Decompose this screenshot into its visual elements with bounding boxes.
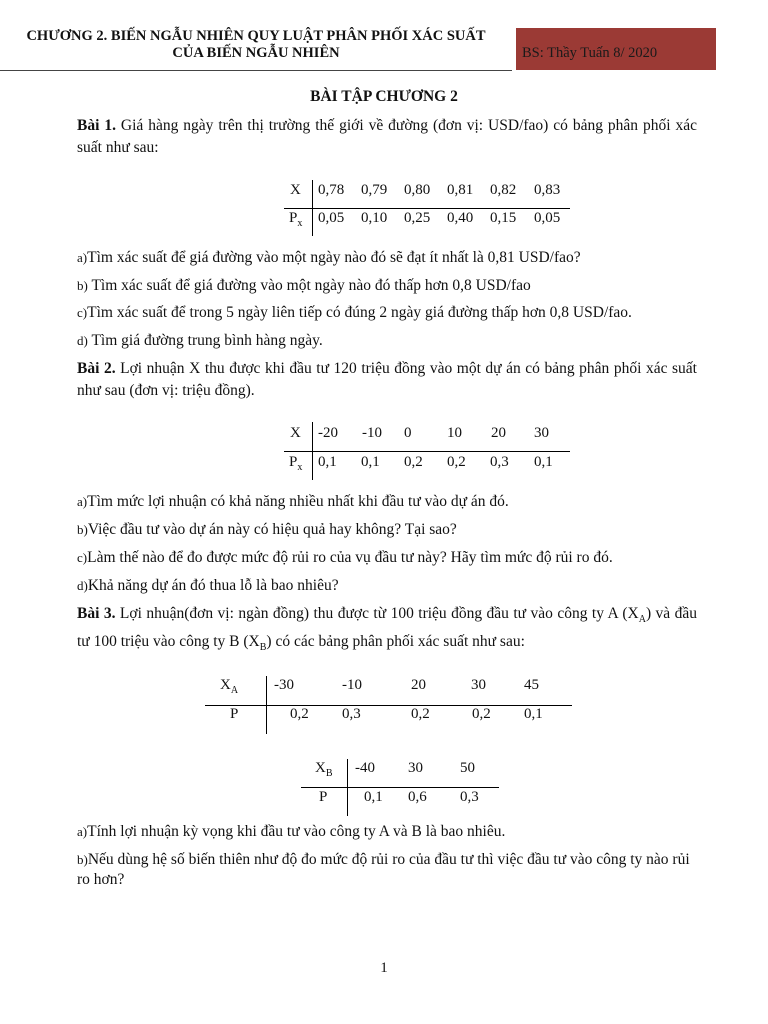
bai1-label: Bài 1.: [77, 117, 116, 134]
bai1-p-2: 0,25: [404, 210, 431, 226]
bai1-x-3: 0,81: [447, 182, 474, 198]
bai2-x-label: X: [290, 425, 301, 441]
chapter-header-line1: CHƯƠNG 2. BIẾN NGẪU NHIÊN QUY LUẬT PHÂN PHỐI XÁC SUẤT: [26, 28, 486, 44]
bai3b-p-0: 0,1: [364, 789, 383, 805]
bai2-p-label: $P_x$: [289, 454, 303, 473]
chapter-header-line2: CỦA BIẾN NGẪU NHIÊN: [172, 45, 340, 61]
bai3a-p-2: 0,2: [411, 706, 430, 722]
bai1-x-2: 0,80: [404, 182, 431, 198]
bai1-question-b: b) Tìm xác suất để giá đường vào một ngày nào đó thấp hơn 0,8 USD/fao: [77, 277, 531, 294]
bai3b-p-label: P: [319, 789, 328, 805]
bai3b-x-2: 50: [460, 760, 475, 776]
bai1-p-3: 0,40: [447, 210, 474, 226]
author-label: BS: Thầy Tuấn 8/ 2020: [522, 45, 658, 61]
bai1-x-1: 0,79: [361, 182, 388, 198]
bai2-question-c: c)Làm thế nào để đo được mức độ rủi ro của vụ đầu tư này? Hãy tìm mức độ rủi ro đó.: [77, 549, 613, 566]
bai3b-x-1: 30: [408, 760, 423, 776]
bai1-p-1: 0,10: [361, 210, 388, 226]
bai2-p-2: 0,2: [404, 454, 423, 470]
bai3a-p-1: 0,3: [342, 706, 361, 722]
bai2-label: Bài 2.: [77, 360, 116, 377]
bai1-question-d: d) Tìm giá đường trung bình hàng ngày.: [77, 332, 323, 349]
bai2-paragraph: [77, 358, 697, 402]
bai1-p-4: 0,15: [490, 210, 517, 226]
header-divider: [0, 70, 512, 71]
bai2-table-hline: [284, 451, 570, 452]
bai3a-table-hline: [205, 705, 572, 706]
bai3b-x-0: -40: [355, 760, 375, 776]
bai2-x-4: 20: [491, 425, 506, 441]
bai2-question-b: b)Việc đầu tư vào dự án này có hiệu quả hay không? Tại sao?: [77, 521, 457, 538]
bai1-table-hline: [284, 208, 570, 209]
bai3-question-a: a)Tính lợi nhuận kỳ vọng khi đầu tư vào công ty A và B là bao nhiêu.: [77, 823, 506, 840]
bai1-p-5: 0,05: [534, 210, 561, 226]
bai3a-x-1: -10: [342, 677, 362, 693]
author-box: [516, 28, 716, 70]
bai3a-x-3: 30: [471, 677, 486, 693]
bai2-question-d: d)Khả năng dự án đó thua lỗ là bao nhiêu?: [77, 577, 339, 594]
bai1-p-0: 0,05: [318, 210, 345, 226]
bai1-x-5: 0,83: [534, 182, 561, 198]
bai1-question-c: c)Tìm xác suất để trong 5 ngày liên tiếp có đúng 2 ngày giá đường thấp hơn 0,8 USD/fao.: [77, 304, 632, 321]
bai3-question-b: b)Nếu dùng hệ số biến thiên như độ đo mức độ rủi ro của đầu tư thì việc đầu tư vào công ty nào rủi ro hơn?: [77, 851, 690, 888]
bai2-x-0: -20: [318, 425, 338, 441]
bai3b-table-hline: [301, 787, 499, 788]
bai2-p-1: 0,1: [361, 454, 380, 470]
bai3b-p-1: 0,6: [408, 789, 427, 805]
bai3-label: Bài 3.: [77, 605, 116, 622]
bai1-question-a: a)Tìm xác suất để giá đường vào một ngày nào đó sẽ đạt ít nhất là 0,81 USD/fao?: [77, 249, 581, 266]
bai3a-x-2: 20: [411, 677, 426, 693]
bai2-x-2: 0: [404, 425, 412, 441]
bai3a-p-3: 0,2: [472, 706, 491, 722]
bai1-p-label: $P_x$: [289, 210, 303, 229]
bai3a-x-0: -30: [274, 677, 294, 693]
bai2-text: Lợi nhuận X thu được khi đầu tư 120 triệu đồng vào một dự án có bảng phân phối xác suất như sau (đơn vị: triệu đồng).: [77, 360, 697, 399]
page-title: BÀI TẬP CHƯƠNG 2: [310, 88, 458, 105]
bai3a-p-0: 0,2: [290, 706, 309, 722]
bai2-question-a: a)Tìm mức lợi nhuận có khả năng nhiều nhất khi đầu tư vào dự án đó.: [77, 493, 509, 510]
bai2-x-3: 10: [447, 425, 462, 441]
page-number: 1: [380, 960, 388, 976]
bai1-text: Giá hàng ngày trên thị trường thế giới về đường (đơn vị: USD/fao) có bảng phân phối xác suất như sau:: [77, 117, 697, 156]
bai3b-x-label: $X_B$: [315, 760, 333, 779]
bai3a-x-4: 45: [524, 677, 539, 693]
bai2-p-0: 0,1: [318, 454, 337, 470]
bai1-paragraph: [77, 115, 697, 159]
bai1-x-4: 0,82: [490, 182, 517, 198]
bai3a-p-4: 0,1: [524, 706, 543, 722]
bai2-x-1: -10: [362, 425, 382, 441]
bai2-p-3: 0,2: [447, 454, 466, 470]
bai3a-p-label: P: [230, 706, 239, 722]
chapter-header: [0, 28, 512, 62]
bai3a-x-label: $X_A$: [220, 677, 239, 696]
bai1-x-0: 0,78: [318, 182, 345, 198]
bai3b-p-2: 0,3: [460, 789, 479, 805]
bai1-x-label: X: [290, 182, 301, 198]
bai3-paragraph: Bài 3. Lợi nhuận(đơn vị: ngàn đồng) thu được từ 100 triệu đồng đầu tư vào công ty A $(X_A)$ và đầu tư 100 triệu vào công ty B $(X_B)$ có các bảng phân phối xác suất như sau:: [77, 605, 697, 654]
bai2-p-4: 0,3: [490, 454, 509, 470]
bai2-x-5: 30: [534, 425, 549, 441]
bai2-p-5: 0,1: [534, 454, 553, 470]
